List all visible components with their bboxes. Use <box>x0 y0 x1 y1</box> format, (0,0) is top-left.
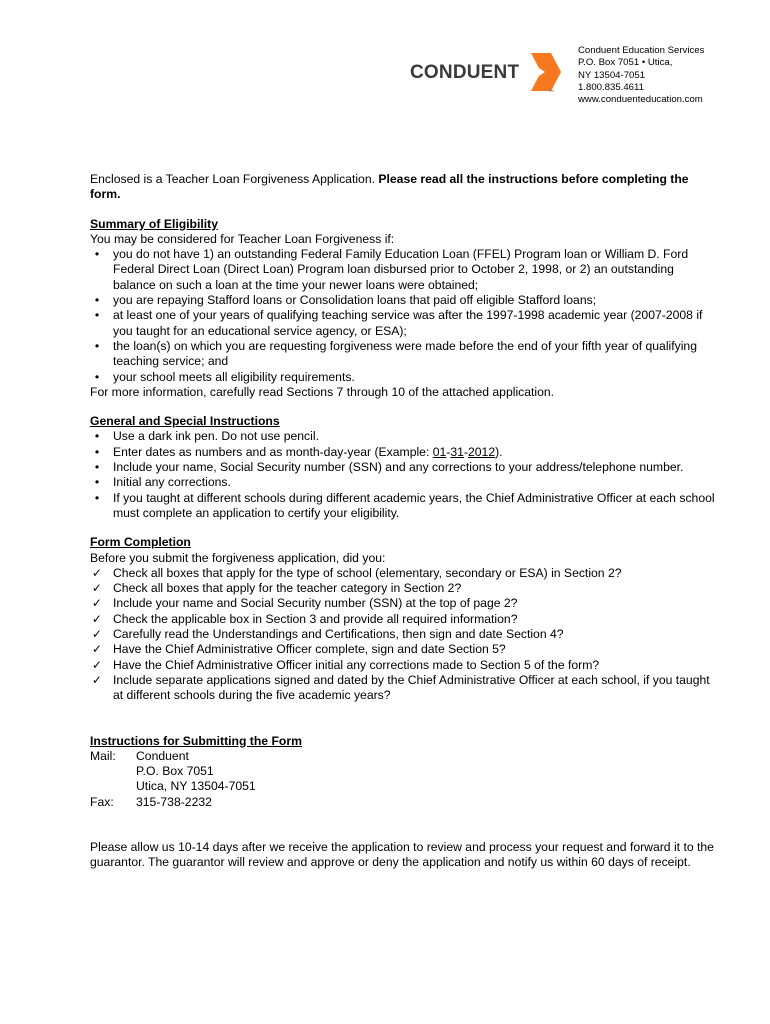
checklist-item <box>90 627 715 642</box>
checkmark-icon: ✓ <box>91 565 103 580</box>
bullet-icon: • <box>94 475 100 490</box>
list-item-text: the loan(s) on which you are requesting forgiveness were made before the end of your fifth year of qualifying teaching service; and <box>113 338 697 369</box>
checklist-item-text: Check the applicable box in Section 3 and provide all required information? <box>113 611 518 626</box>
fax-number: 315-738-2232 <box>136 794 212 809</box>
list-item-text: Enter dates as numbers and as month-day-year (Example: <box>113 444 433 459</box>
checklist-item-text: Check all boxes that apply for the teacher category in Section 2? <box>113 581 462 596</box>
form-completion-heading: Form Completion <box>90 535 191 550</box>
address-line: NY 13504-7051 <box>578 69 646 81</box>
logo-wordmark: CONDUENT <box>410 62 520 83</box>
bullet-icon: • <box>94 369 100 384</box>
general-list <box>90 429 715 521</box>
checkmark-icon: ✓ <box>91 596 103 611</box>
list-item-text: you do not have 1) an outstanding Federal Family Education Loan (FFEL) Program loan or William D. Ford Federal Direct Loan (Direct Loan) Program loan disbursed prior to October 2, 1998, or 2) an outstanding balance on such a loan at the time your newer loans were obtained; <box>113 247 689 292</box>
checklist-item-text: Include separate applications signed and dated by the Chief Administrative Officer at each school, if you taught at different schools during the five academic years? <box>113 672 710 703</box>
list-item-text: at least one of your years of qualifying teaching service was after the 1997-1998 academic year (2007-2008 if you taught for an educational service agency, or ESA); <box>113 308 703 338</box>
date-example-separator: - <box>446 444 451 459</box>
fax-label: Fax: <box>90 794 114 809</box>
checklist-item-text: Carefully read the Understandings and Certifications, then sign and date Section 4? <box>113 627 564 642</box>
checkmark-icon: ✓ <box>91 657 103 672</box>
address-line: Conduent Education Services <box>578 45 705 56</box>
list-item <box>90 293 715 308</box>
date-example-month: 01 <box>432 444 447 459</box>
intro-paragraph <box>90 172 715 203</box>
bullet-icon: • <box>94 460 100 475</box>
form-completion-section <box>90 535 715 703</box>
checkmark-icon: ✓ <box>91 627 103 642</box>
list-item-text: your school meets all eligibility requirements. <box>113 369 355 384</box>
list-item <box>90 247 715 293</box>
checklist-item <box>90 642 715 657</box>
list-item-text: you are repaying Stafford loans or Consolidation loans that paid off eligible Stafford loans; <box>113 293 597 308</box>
general-instructions-section <box>90 414 715 521</box>
address-website: www.conduenteducation.com <box>578 94 703 106</box>
submitting-section <box>90 734 715 810</box>
mail-address-block <box>90 749 715 810</box>
bullet-icon: • <box>94 338 100 353</box>
bullet-icon: • <box>94 429 100 444</box>
eligibility-section <box>90 217 715 401</box>
list-item-text: Include your name, Social Security number (SSN) and any corrections to your address/telephone number. <box>113 460 684 475</box>
eligibility-footer: For more information, carefully read Sections 7 through 10 of the attached application. <box>90 384 555 399</box>
list-item <box>90 460 715 475</box>
checklist-item <box>90 612 715 627</box>
checklist <box>90 566 715 704</box>
eligibility-heading: Summary of Eligibility <box>90 216 218 231</box>
checklist-item <box>90 673 715 704</box>
mail-line: P.O. Box 7051 <box>136 764 214 779</box>
list-item-text: Use a dark ink pen. Do not use pencil. <box>113 429 319 444</box>
list-item-text: Initial any corrections. <box>113 475 231 490</box>
checklist-item <box>90 566 715 581</box>
mail-line: Utica, NY 13504-7051 <box>136 779 256 794</box>
checkmark-icon: ✓ <box>91 672 103 687</box>
checklist-item-text: Have the Chief Administrative Officer complete, sign and date Section 5? <box>113 642 506 657</box>
list-item <box>90 308 715 339</box>
bullet-icon: • <box>94 247 100 262</box>
checklist-item-text: Include your name and Social Security number (SSN) at the top of page 2? <box>113 596 518 611</box>
list-item <box>90 445 715 460</box>
address-phone: 1.800.835.4611 <box>578 81 644 93</box>
date-example-separator: - <box>463 444 468 459</box>
list-item <box>90 475 715 490</box>
bullet-icon: • <box>94 444 100 459</box>
checklist-item <box>90 581 715 596</box>
mail-label: Mail: <box>90 748 116 763</box>
list-item <box>90 370 715 385</box>
checklist-item-text: Check all boxes that apply for the type of school (elementary, secondary or ESA) in Section 2? <box>113 565 622 580</box>
header-address <box>578 45 704 106</box>
logo-trademark: TM <box>548 88 554 93</box>
list-item <box>90 339 715 370</box>
form-completion-lead: Before you submit the forgiveness application, did you: <box>90 550 386 565</box>
closing-paragraph: Please allow us 10-14 days after we receive the application to review and process your request and forward it to the guarantor. The guarantor will review and approve or deny the application and notify us within 60 days of receipt. <box>90 839 714 870</box>
submitting-heading: Instructions for Submitting the Form <box>90 733 302 748</box>
eligibility-list <box>90 247 715 385</box>
mail-line: Conduent <box>136 748 189 763</box>
list-item-text: ). <box>495 444 503 459</box>
bullet-icon: • <box>94 293 100 308</box>
list-item-text: If you taught at different schools during different academic years, the Chief Administrative Officer at each school must complete an application to certify your eligibility. <box>113 490 715 520</box>
document-body <box>90 172 715 871</box>
checkmark-icon: ✓ <box>91 642 103 657</box>
checklist-item-text: Have the Chief Administrative Officer initial any corrections made to Section 5 of the form? <box>113 657 600 672</box>
date-example-year: 2012 <box>468 444 496 459</box>
list-item <box>90 429 715 444</box>
bullet-icon: • <box>94 490 100 505</box>
intro-bold-text: Please read all the instructions before completing the form. <box>90 172 689 202</box>
list-item <box>90 491 715 522</box>
date-example-day: 31 <box>450 444 464 459</box>
checklist-item <box>90 596 715 611</box>
address-line: P.O. Box 7051 • Utica, <box>578 57 673 69</box>
logo-mark-icon <box>523 50 563 94</box>
checkmark-icon: ✓ <box>91 611 103 626</box>
checkmark-icon: ✓ <box>91 581 103 596</box>
eligibility-lead: You may be considered for Teacher Loan Forgiveness if: <box>90 231 395 246</box>
checklist-item <box>90 658 715 673</box>
intro-text: Enclosed is a Teacher Loan Forgiveness Application. <box>90 172 379 186</box>
conduent-logo <box>410 50 565 98</box>
general-heading: General and Special Instructions <box>90 414 280 429</box>
bullet-icon: • <box>94 308 100 323</box>
